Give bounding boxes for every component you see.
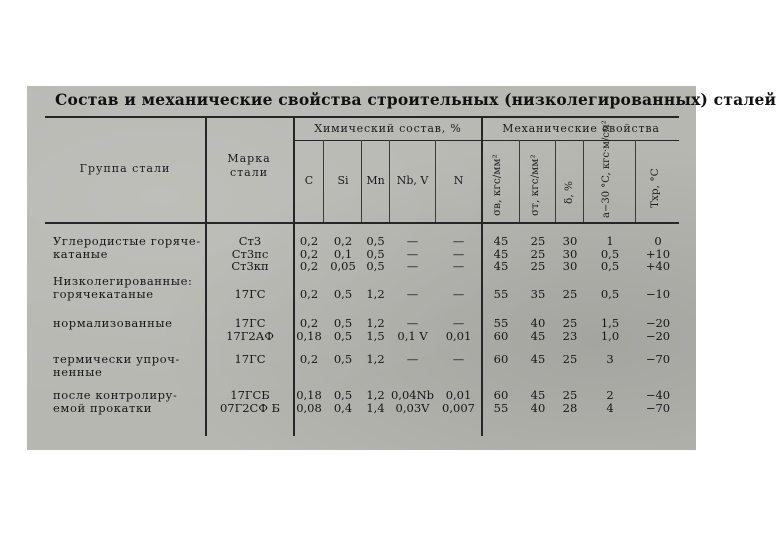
col-st-d-divider — [555, 140, 556, 222]
cell-n: 0,007 — [442, 400, 475, 415]
header-sigma-b: σв, кгс/мм² — [491, 154, 503, 216]
cell-nbv: — — [406, 259, 419, 273]
cell-d: 30 — [562, 259, 578, 273]
cell-grade: Ст3пс — [231, 246, 269, 261]
cell-st: 25 — [530, 246, 546, 261]
cell-a: 0,5 — [600, 246, 620, 261]
cell-si: 0,4 — [333, 400, 353, 415]
cell-a: 0,5 — [600, 286, 620, 301]
cell-nbv: 0,04Nb — [390, 388, 435, 402]
cell-sb: 60 — [493, 352, 509, 366]
cell-grade: 17ГС — [234, 316, 266, 330]
cell-c: 0,08 — [296, 400, 322, 415]
cell-nbv: — — [406, 286, 419, 301]
cell-t: −40 — [645, 388, 671, 402]
header-mn: Mn — [366, 174, 385, 187]
cell-a: 2 — [606, 388, 614, 402]
cell-si: 0,2 — [333, 234, 353, 248]
header-t-cold: Tхр, °C — [649, 168, 661, 208]
cell-a: 3 — [606, 352, 614, 366]
cell-d: 25 — [562, 352, 578, 366]
cell-t: −10 — [645, 286, 671, 301]
cell-n: 0,01 — [445, 328, 472, 343]
cell-mn: 1,5 — [366, 328, 385, 343]
cell-sb: 45 — [493, 234, 509, 248]
cell-sb: 60 — [493, 388, 509, 402]
cell-a: 4 — [606, 400, 614, 415]
header-n: N — [453, 174, 464, 187]
group-label: после контролиру- — [53, 388, 178, 402]
cell-st: 45 — [530, 352, 546, 366]
cell-mn: 1,2 — [366, 352, 385, 366]
cell-si: 0,5 — [333, 352, 353, 366]
cell-c: 0,2 — [299, 316, 319, 330]
cell-t: −70 — [645, 400, 671, 415]
col-c-si-divider — [323, 140, 324, 222]
group-label: термически упроч- — [53, 352, 180, 366]
header-sigma-t: σт, кгс/мм² — [529, 154, 541, 216]
header-chemical: Химический состав, % — [314, 122, 462, 135]
group-label: ненные — [53, 364, 103, 379]
cell-mn: 1,2 — [366, 286, 385, 301]
header-nbv: Nb, V — [396, 174, 429, 187]
cell-grade: 17ГСБ — [230, 388, 270, 402]
group-label: Углеродистые горяче- — [53, 234, 201, 248]
cell-st: 45 — [530, 328, 546, 343]
cell-si: 0,5 — [333, 388, 353, 402]
cell-sb: 45 — [493, 246, 509, 261]
cell-n: — — [452, 316, 465, 330]
cell-c: 0,2 — [299, 286, 319, 301]
group-label: горячекатаные — [53, 286, 154, 301]
header-grade-line2: стали — [229, 166, 269, 179]
cell-sb: 60 — [493, 328, 509, 343]
cell-c: 0,2 — [299, 259, 319, 273]
cell-nbv: 0,03V — [395, 400, 430, 415]
cell-mn: 0,5 — [366, 246, 385, 261]
cell-n: — — [452, 352, 465, 366]
cell-t: +40 — [645, 259, 671, 273]
cell-sb: 45 — [493, 259, 509, 273]
cell-d: 28 — [562, 400, 578, 415]
cell-st: 40 — [530, 400, 546, 415]
cell-n: — — [452, 246, 465, 261]
cell-si: 0,5 — [333, 328, 353, 343]
cell-grade: 17ГС — [234, 352, 266, 366]
cell-nbv: — — [406, 352, 419, 366]
cell-si: 0,05 — [330, 259, 356, 273]
cell-sb: 55 — [493, 316, 509, 330]
cell-si: 0,5 — [333, 286, 353, 301]
header-bottom-rule — [45, 222, 679, 224]
cell-a: 1,0 — [600, 328, 620, 343]
cell-mn: 1,4 — [366, 400, 385, 415]
cell-d: 30 — [562, 246, 578, 261]
col-d-a-divider — [583, 140, 584, 222]
header-mechanical: Механические свойства — [502, 122, 660, 135]
cell-n: — — [452, 286, 465, 301]
cell-grade: Ст3 — [238, 234, 262, 248]
steel-properties-table — [45, 116, 679, 436]
cell-n: — — [452, 259, 465, 273]
cell-st: 25 — [530, 234, 546, 248]
cell-nbv: — — [406, 246, 419, 261]
cell-c: 0,18 — [296, 328, 322, 343]
header-si: Si — [337, 174, 349, 187]
group-label: катаные — [53, 246, 109, 261]
cell-t: −70 — [645, 352, 671, 366]
col-sb-st-divider — [519, 140, 520, 222]
cell-st: 25 — [530, 259, 546, 273]
cell-t: −20 — [645, 316, 671, 330]
cell-t: 0 — [654, 234, 662, 248]
group-label: Низколегированные: — [53, 274, 193, 288]
header-c: C — [304, 174, 314, 187]
table-title: Состав и механические свойства строительных (низколегированных) сталей — [55, 90, 776, 109]
cell-c: 0,2 — [299, 246, 319, 261]
cell-d: 30 — [562, 234, 578, 248]
cell-si: 0,5 — [333, 316, 353, 330]
cell-c: 0,2 — [299, 234, 319, 248]
cell-nbv: — — [406, 234, 419, 248]
cell-n: — — [452, 234, 465, 248]
cell-nbv: — — [406, 316, 419, 330]
cell-mn: 1,2 — [366, 316, 385, 330]
cell-st: 40 — [530, 316, 546, 330]
header-group: Группа стали — [79, 162, 171, 175]
cell-n: 0,01 — [445, 388, 472, 402]
cell-grade: 17Г2АФ — [226, 328, 274, 343]
cell-t: −20 — [645, 328, 671, 343]
cell-grade: 07Г2СФ Б — [219, 400, 280, 415]
cell-a: 1 — [606, 234, 614, 248]
cell-t: +10 — [645, 246, 671, 261]
cell-nbv: 0,1 V — [397, 328, 428, 343]
cell-sb: 55 — [493, 286, 509, 301]
header-impact: a−30 °C, кгс·м/см² — [601, 120, 612, 218]
cell-a: 1,5 — [600, 316, 620, 330]
cell-grade: Ст3кп — [231, 259, 269, 273]
cell-mn: 0,5 — [366, 234, 385, 248]
cell-mn: 1,2 — [366, 388, 385, 402]
table-top-rule — [45, 116, 679, 118]
cell-a: 0,5 — [600, 259, 620, 273]
cell-c: 0,2 — [299, 352, 319, 366]
cell-d: 23 — [562, 328, 578, 343]
cell-sb: 55 — [493, 400, 509, 415]
cell-grade: 17ГС — [234, 286, 266, 301]
header-grade-line1: Марка — [227, 152, 271, 165]
group-label: емой прокатки — [53, 400, 153, 415]
cell-d: 25 — [562, 286, 578, 301]
cell-c: 0,18 — [296, 388, 322, 402]
scanned-page — [27, 86, 776, 450]
header-delta: δ, % — [563, 181, 575, 204]
group-label: нормализованные — [53, 316, 173, 330]
cell-d: 25 — [562, 388, 578, 402]
subheader-rule — [293, 140, 679, 141]
cell-si: 0,1 — [333, 246, 353, 261]
cell-d: 25 — [562, 316, 578, 330]
col-a-t-divider — [635, 140, 636, 222]
cell-mn: 0,5 — [366, 259, 385, 273]
cell-st: 45 — [530, 388, 546, 402]
cell-st: 35 — [530, 286, 546, 301]
